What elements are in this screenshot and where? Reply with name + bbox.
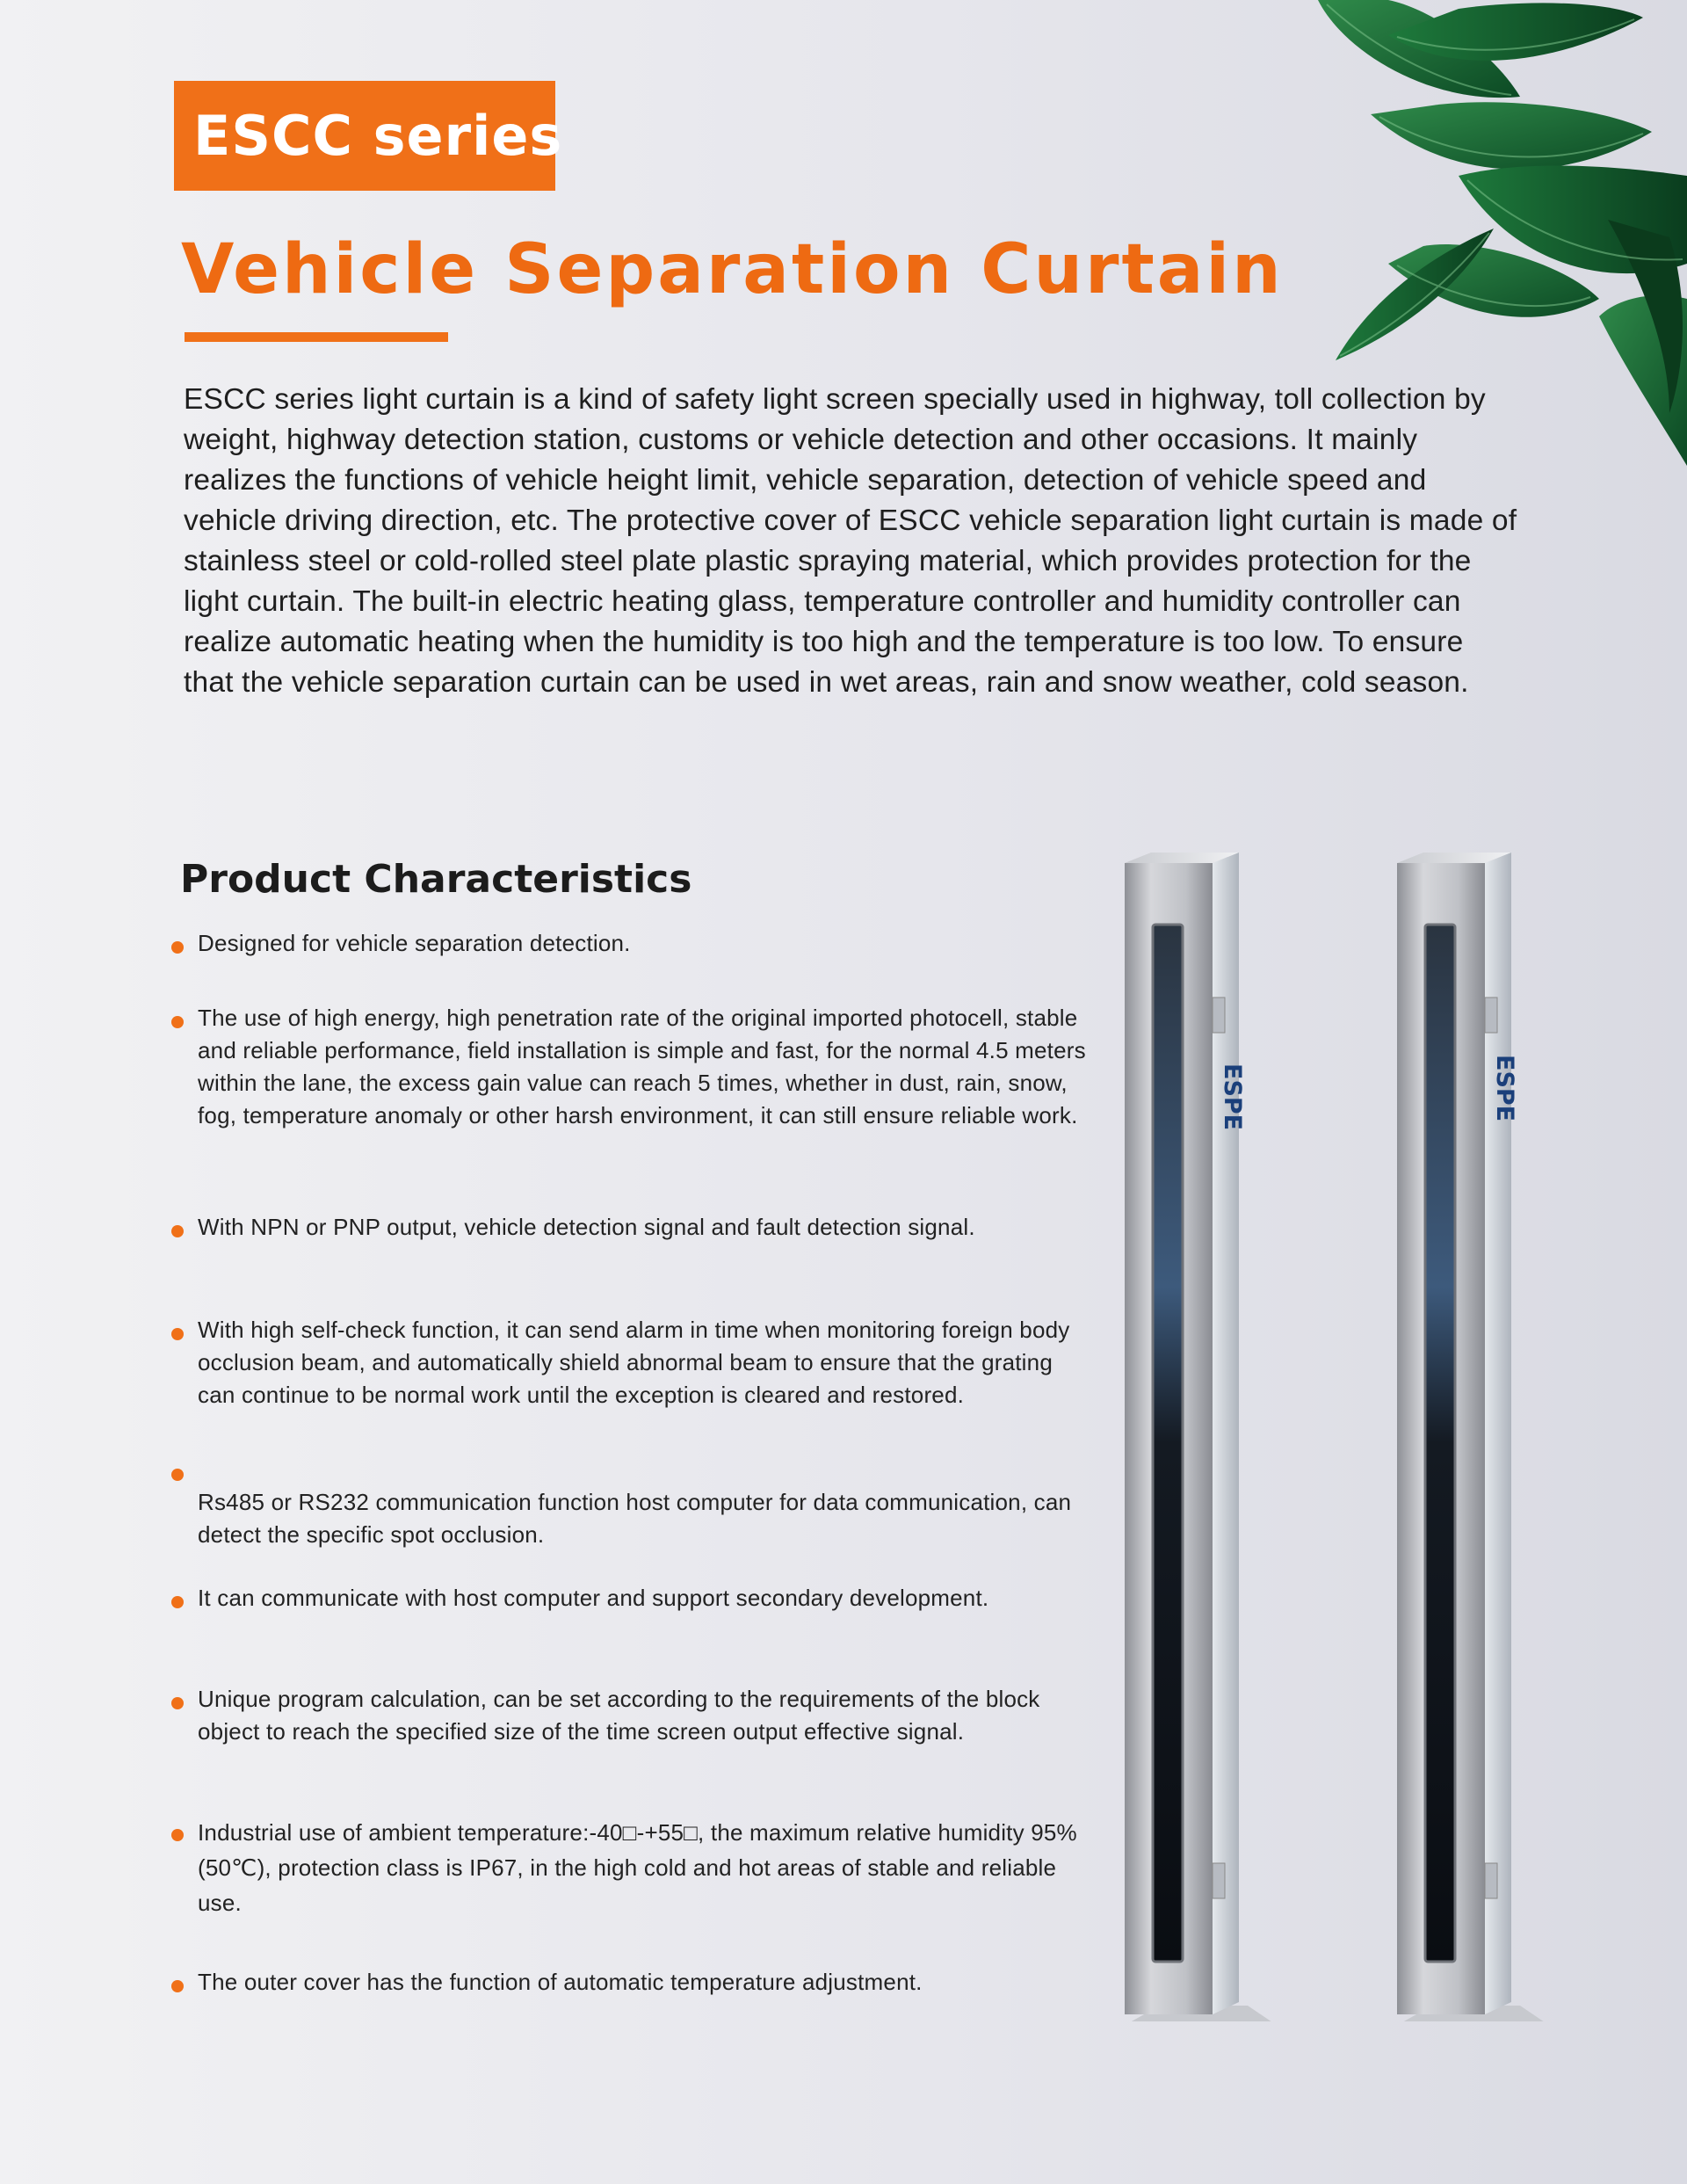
list-item-text: Unique program calculation, can be set according to the requirements of the block object to reach the specified size of the time screen output effective signal. <box>198 1686 1040 1745</box>
list-item <box>171 1002 1094 1132</box>
list-item <box>171 1683 1094 1748</box>
list-item <box>171 1314 1094 1411</box>
list-item-text: The use of high energy, high penetration rate of the original imported photocell, stable and reliable performance, field installation is simple and fast, for the normal 4.5 meters within the lane, the excess gain value can reach 5 times, whether in dust, rain, snow, fog, temperature anomaly or other harsh environment, it can still ensure reliable work. <box>198 1005 1086 1128</box>
intro-paragraph: ESCC series light curtain is a kind of safety light screen specially used in highway, toll collection by weight, highway detection station, customs or vehicle detection and other occasions. It mainly realizes the functions of vehicle height limit, vehicle separation, detection of vehicle speed and vehicle driving direction, etc. The protective cover of ESCC vehicle separation light curtain is made of stainless steel or cold-rolled steel plate plastic spraying material, which provides protection for the light curtain. The built-in electric heating glass, temperature controller and humidity controller can realize automatic heating when the humidity is too high and the temperature is too low. To ensure that the vehicle separation curtain can be used in wet areas, rain and snow weather, cold season. <box>184 383 1517 699</box>
list-item-text: Designed for vehicle separation detection. <box>198 930 631 956</box>
list-item-text: With NPN or PNP output, vehicle detection signal and fault detection signal. <box>198 1214 975 1240</box>
list-item-text: With high self-check function, it can send alarm in time when monitoring foreign body occlusion beam, and automatically shield abnormal beam to ensure that the grating can continue to be normal work until the exception is cleared and restored. <box>198 1317 1070 1408</box>
list-item-text: It can communicate with host computer and support secondary development. <box>198 1585 989 1611</box>
list-item <box>171 1211 1094 1244</box>
bullet-icon <box>171 1596 184 1608</box>
bullet-icon <box>171 1697 184 1709</box>
bullet-icon <box>171 1469 184 1481</box>
series-label: ESCC series <box>193 104 563 168</box>
bullet-icon <box>171 1328 184 1340</box>
list-item <box>171 927 1094 960</box>
list-item <box>171 1815 1094 1920</box>
bullet-icon <box>171 1829 184 1841</box>
list-item-text: The outer cover has the function of automatic temperature adjustment. <box>198 1969 923 1995</box>
series-badge <box>174 81 563 191</box>
bullet-icon <box>171 1016 184 1028</box>
light-curtain-post-left <box>1100 853 1278 2021</box>
list-item <box>171 1966 1094 1999</box>
brand-label-left: ESPE <box>1219 1063 1246 1131</box>
list-item-text: Industrial use of ambient temperature:-40□-+55□, the maximum relative humidity 95%(50℃), protection class is IP67, in the high cold and hot areas of stable and reliable use. <box>198 1819 1077 1916</box>
product-image <box>1090 844 1582 2021</box>
bullet-icon <box>171 1980 184 1992</box>
list-item-text: Rs485 or RS232 communication function host computer for data communication, can detect the specific spot occlusion. <box>198 1489 1072 1548</box>
list-item <box>171 1582 1094 1614</box>
brand-label-right: ESPE <box>1491 1055 1518 1122</box>
light-curtain-post-right <box>1372 853 1550 2021</box>
bullet-icon <box>171 1225 184 1237</box>
page-title: Vehicle Separation Curtain <box>181 230 1284 309</box>
bullet-icon <box>171 941 184 954</box>
list-item <box>171 1455 1094 1551</box>
characteristics-heading: Product Characteristics <box>180 857 692 902</box>
title-underline <box>185 332 448 342</box>
